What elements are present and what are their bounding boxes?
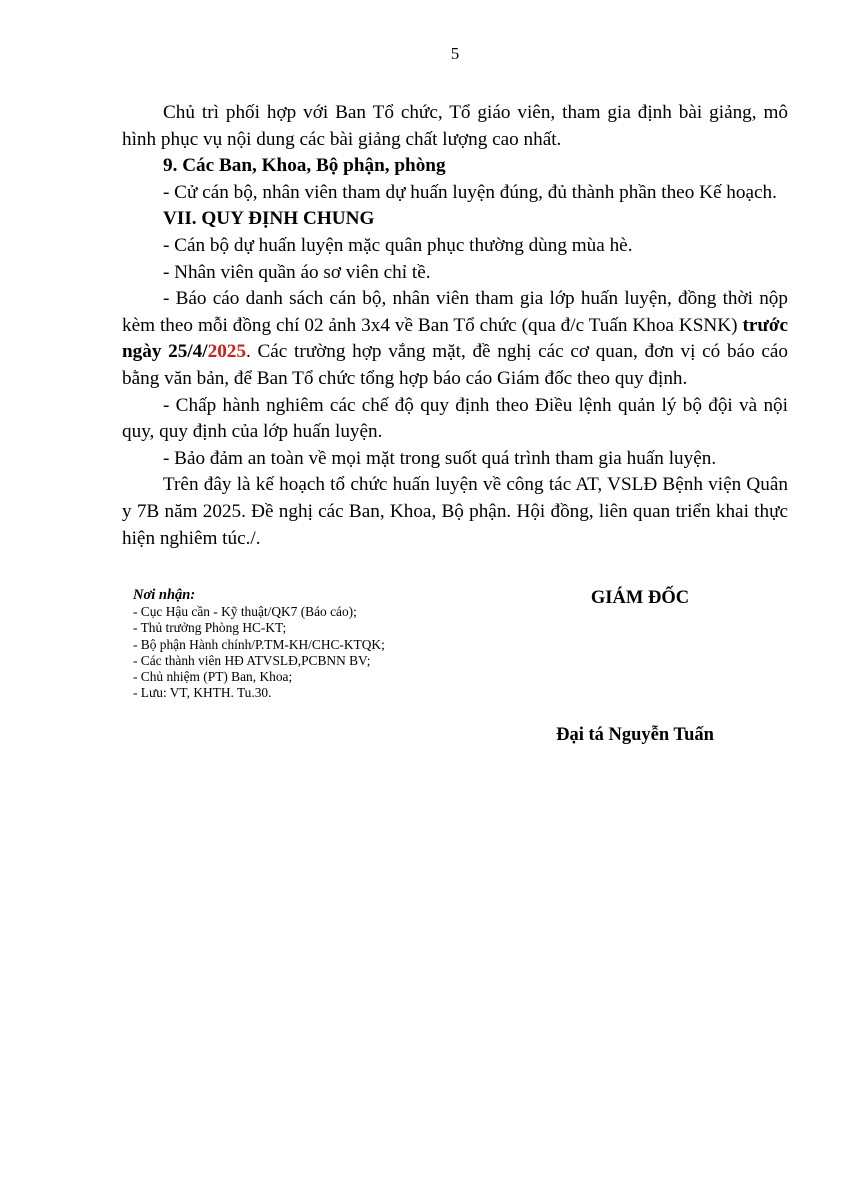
signer-name: Đại tá Nguyễn Tuấn [556, 725, 714, 745]
recipient-item: - Cục Hậu cần - Kỹ thuật/QK7 (Báo cáo); [133, 604, 357, 620]
recipient-item: - Các thành viên HĐ ATVSLĐ,PCBNN BV; [133, 652, 371, 668]
deadline-label: trước ngày 25/4/ [122, 314, 788, 363]
report-text-end: . Các trường hợp vắng mặt, đề nghị các cơ quan, đơn vị có báo cáo bằng văn bản, để Ban Tổ chức tổng hợp báo cáo Giám đốc theo quy định. [122, 341, 788, 389]
deadline-year: 2025 [207, 341, 246, 363]
recipient-item: - Bộ phận Hành chính/P.TM-KH/CHC-KTQK; [133, 636, 385, 652]
section-heading-9: 9. Các Ban, Khoa, Bộ phận, phòng [163, 155, 446, 177]
paragraph-report-list [122, 286, 788, 392]
recipients-title: Nơi nhận: [133, 587, 196, 603]
page-number: 5 [450, 44, 460, 63]
document-body [122, 100, 788, 552]
recipients-block [133, 587, 453, 701]
signer-title: GIÁM ĐỐC [590, 588, 690, 608]
recipient-item: - Thủ trưởng Phòng HC-KT; [133, 620, 287, 636]
paragraph-assign-staff: - Cử cán bộ, nhân viên tham dự huấn luyện đúng, đủ thành phần theo Kế hoạch. [163, 181, 777, 203]
recipients-list [133, 604, 453, 701]
paragraph-uniform-staff: - Nhân viên quần áo sơ viên chỉ tề. [163, 261, 431, 283]
paragraph-coordination: Chủ trì phối hợp với Ban Tổ chức, Tổ giáo viên, tham gia định bài giảng, mô hình phục vụ nội dung các bài giảng chất lượng cao nhất. [122, 102, 788, 150]
recipient-item: - Chủ nhiệm (PT) Ban, Khoa; [133, 669, 293, 685]
paragraph-safety: - Bảo đảm an toàn về mọi mặt trong suốt quá trình tham gia huấn luyện. [163, 447, 717, 469]
paragraph-uniform-officers: - Cán bộ dự huấn luyện mặc quân phục thường dùng mùa hè. [163, 234, 633, 256]
recipient-item: - Lưu: VT, KHTH. Tu.30. [133, 685, 272, 701]
paragraph-closing: Trên đây là kế hoạch tổ chức huấn luyện về công tác AT, VSLĐ Bệnh viện Quân y 7B năm 2025. Đề nghị các Ban, Khoa, Bộ phận. Hội đồng, liên quan triển khai thực hiện nghiêm túc./. [122, 474, 788, 549]
section-heading-vii: VII. QUY ĐỊNH CHUNG [163, 208, 375, 230]
paragraph-regulations: - Chấp hành nghiêm các chế độ quy định theo Điều lệnh quản lý bộ đội và nội quy, quy định của lớp huấn luyện. [122, 394, 788, 443]
report-text-start: - Báo cáo danh sách cán bộ, nhân viên tham gia lớp huấn luyện, đồng thời nộp kèm theo mỗi đồng chí 02 ảnh 3x4 về Ban Tổ chức (qua đ/c Tuấn Khoa KSNK) [122, 288, 788, 336]
